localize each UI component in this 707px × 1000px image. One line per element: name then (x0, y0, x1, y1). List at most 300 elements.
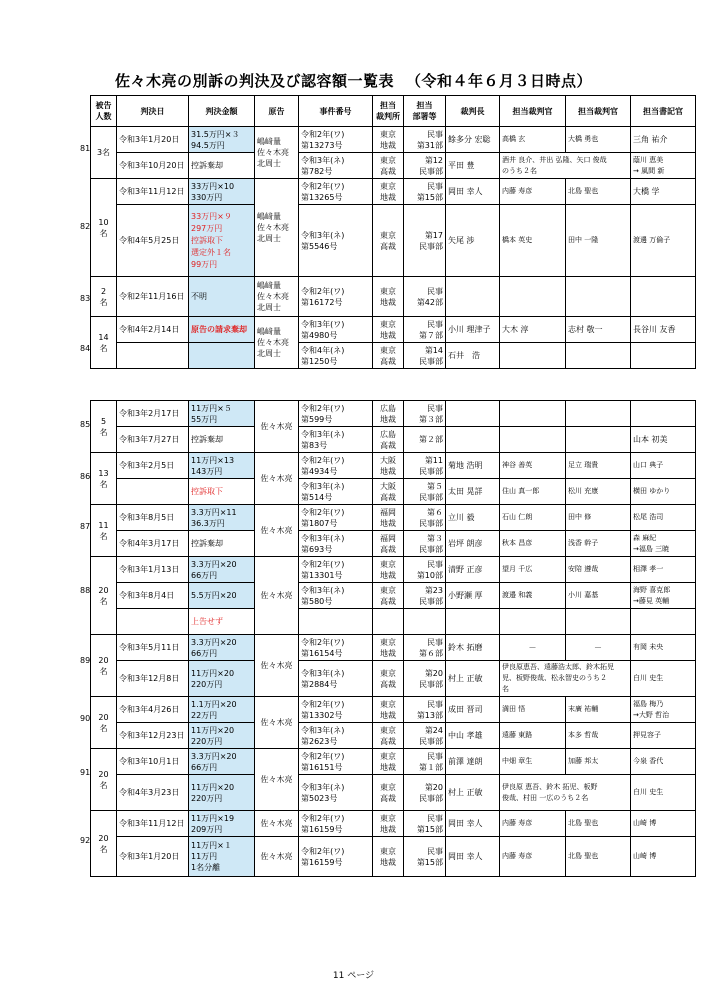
table-cell (255, 277, 299, 317)
cell-text: 東京 (380, 637, 396, 647)
table-cell (404, 609, 446, 635)
table-cell (117, 609, 189, 635)
cell-text: 名 (502, 685, 509, 693)
table-cell (299, 179, 373, 205)
table-cell (299, 343, 373, 369)
judgment-table-1 (90, 95, 696, 369)
cell-text: 第５ (427, 481, 443, 491)
table-cell: 秋本 昌彦 (500, 531, 566, 557)
cell-text: 東京 (380, 846, 396, 856)
table-cell (91, 635, 117, 697)
table-cell: 矢尾 渉 (446, 205, 500, 277)
table-row (91, 749, 696, 775)
cell-text: 嶋﨑量 (257, 212, 281, 221)
cell-text: 第16151号 (301, 762, 343, 772)
table-cell: 佐々木亮 (255, 635, 299, 697)
table-cell (189, 557, 255, 583)
cell-text: →福島 三暁 (633, 544, 670, 553)
cell-text: 令和3年(ワ) (301, 319, 345, 329)
table-cell (91, 505, 117, 557)
table-cell (404, 479, 446, 505)
table-cell (189, 205, 255, 277)
cell-text: 2 (100, 286, 107, 296)
cell-text: 地裁 (380, 710, 396, 720)
table-cell: － (500, 635, 566, 661)
cell-text: 第4934号 (301, 466, 338, 476)
table-cell: 村上 正敏 (446, 661, 500, 697)
cell-text: 海野 喜克郎 (633, 585, 671, 594)
row-number: 85 (80, 420, 91, 429)
cell-text: 地裁 (380, 140, 396, 150)
cell-text: 東京 (380, 129, 396, 139)
cell-text: 嶋﨑量 (257, 137, 281, 146)
cell-text: 66万円 (191, 762, 218, 772)
cell-text: 嶋﨑量 (257, 281, 281, 290)
table-cell (299, 661, 373, 697)
cell-text: 第16154号 (301, 648, 343, 658)
table-cell: 令和3年7月27日 (117, 427, 189, 453)
cell-text: 第599号 (301, 414, 333, 424)
table-cell (299, 775, 373, 811)
table-cell (189, 453, 255, 479)
table-row (91, 557, 696, 583)
table-cell (373, 317, 404, 343)
cell-text: 民事 (427, 699, 443, 709)
cell-text: 第693号 (301, 544, 333, 554)
cell-text: 3.3万円×20 (191, 559, 237, 569)
cell-text: 高裁 (380, 492, 396, 502)
cell-text: 令和3年(ネ) (301, 668, 345, 678)
table-cell: 第２部 (404, 427, 446, 453)
table-cell: 田中 一隆 (566, 205, 631, 277)
table-cell: 浅香 幹子 (566, 531, 631, 557)
table-cell: 押見容子 (631, 723, 696, 749)
cell-text: 北周士 (257, 303, 281, 312)
cell-text: → 風間 新 (633, 166, 665, 175)
table-cell: 三角 祐介 (631, 127, 696, 153)
table-cell (299, 635, 373, 661)
cell-text: 名 (99, 780, 108, 790)
table-cell (500, 427, 566, 453)
cell-text: →藤見 英輔 (633, 596, 670, 605)
cell-text: 森 麻紀 (633, 533, 657, 542)
cell-text: 11万円×５ (191, 403, 232, 413)
cell-text: 第15部 (416, 824, 443, 834)
row-number: 91 (80, 768, 91, 777)
cell-text: 名 (99, 531, 108, 541)
table-cell (373, 343, 404, 369)
table-cell: 令和4年5月25日 (117, 205, 189, 277)
table-cell (189, 179, 255, 205)
table-cell (299, 505, 373, 531)
cell-text: 佐々木亮 (257, 292, 289, 301)
cell-text: 第10部 (416, 570, 443, 580)
cell-text: 伊良原恵吾、遠藤浩太郎、鈴木拓児 (502, 663, 614, 671)
table-cell: 鈴木 拓磨 (446, 635, 500, 661)
table-cell: 加藤 邦太 (566, 749, 631, 775)
table-cell: 令和3年2月17日 (117, 401, 189, 427)
table-cell: 成田 晋司 (446, 697, 500, 723)
cell-text: 民事 (427, 181, 443, 191)
cell-text: 220万円 (191, 793, 223, 803)
row-number: 92 (80, 836, 91, 845)
row-number: 82 (80, 222, 91, 231)
table-cell: 安陪 遵哉 (566, 557, 631, 583)
table-cell: 佐々木亮 (255, 811, 299, 837)
table-cell (91, 277, 117, 317)
table-cell (631, 153, 696, 179)
table-cell: 岡田 幸人 (446, 179, 500, 205)
cell-text: 令和3年(ネ) (301, 230, 345, 240)
table-cell (373, 277, 404, 317)
cell-text: 地裁 (380, 824, 396, 834)
cell-text: 第６ (427, 507, 443, 517)
cell-text: 33万円×10 (191, 181, 235, 191)
table-cell (500, 153, 631, 179)
cell-text: 民事 (427, 286, 443, 296)
table-cell: 内藤 寿彦 (500, 811, 566, 837)
cell-text: 高裁 (380, 596, 396, 606)
table-cell (117, 479, 189, 505)
cell-text: 令和3年(ネ) (301, 155, 345, 165)
cell-text: 地裁 (380, 648, 396, 658)
table-cell (189, 635, 255, 661)
header-case: 事件番号 (299, 96, 373, 127)
table-cell (373, 479, 404, 505)
table-cell: 令和3年11月12日 (117, 811, 189, 837)
cell-text: 高裁 (380, 166, 396, 176)
cell-text: 1.1万円×20 (191, 699, 237, 709)
cell-text: 佐々木亮 (257, 338, 289, 347)
table-row (91, 401, 696, 427)
cell-text: 第11 (424, 455, 443, 465)
table-cell: 立川 毅 (446, 505, 500, 531)
table-cell: 令和3年5月11日 (117, 635, 189, 661)
table-cell: 控訴棄却 (189, 531, 255, 557)
table-cell (404, 531, 446, 557)
table-cell (299, 583, 373, 609)
table-cell: 令和3年8月5日 (117, 505, 189, 531)
table-cell (446, 277, 500, 317)
table-header (91, 96, 696, 127)
table-cell: 住山 真一郎 (500, 479, 566, 505)
table-cell: 控訴取下 (189, 479, 255, 505)
table-cell: 令和3年1月20日 (117, 127, 189, 153)
cell-text: 11万円×13 (191, 455, 235, 465)
table-cell (255, 317, 299, 369)
table-row (91, 635, 696, 661)
table-cell (299, 557, 373, 583)
cell-text: 高裁 (380, 679, 396, 689)
table-cell: 不明 (189, 277, 255, 317)
cell-text: 民事 (427, 129, 443, 139)
table-cell: 前澤 達朗 (446, 749, 500, 775)
cell-text: 66万円 (191, 648, 218, 658)
cell-text: 第13302号 (301, 710, 343, 720)
table-cell (404, 127, 446, 153)
table-row (91, 343, 696, 369)
table-cell: 太田 晃詳 (446, 479, 500, 505)
cell-text: 220万円 (191, 736, 223, 746)
table-cell (500, 343, 566, 369)
table-cell: 北島 聖也 (566, 837, 631, 877)
cell-text: 令和2年(ワ) (301, 507, 345, 517)
cell-text: 民事部 (419, 596, 443, 606)
cell-text: 佐々木亮 (257, 148, 289, 157)
title-main: 佐々木亮の別訴の判決及び認容額一覧表 (114, 72, 394, 90)
table-cell (299, 401, 373, 427)
table-cell: 佐々木亮 (255, 697, 299, 749)
cell-text: 令和3年(ネ) (301, 533, 345, 543)
cell-text: 高裁 (380, 440, 396, 450)
table-cell: 北島 聖也 (566, 811, 631, 837)
cell-text: 北周士 (257, 234, 281, 243)
table-cell: 岡田 幸人 (446, 837, 500, 877)
cell-text: 蔭川 恵美 (633, 155, 664, 164)
cell-text: 名 (99, 427, 108, 437)
table-cell: 内藤 寿彦 (500, 837, 566, 877)
header-chief-judge: 裁判長 (446, 96, 500, 127)
cell-text: 地裁 (380, 518, 396, 528)
cell-text: 20 (98, 833, 109, 843)
table-cell: 5.5万円×20 (189, 583, 255, 609)
table-cell (373, 401, 404, 427)
table-cell (189, 749, 255, 775)
cell-text: 11万円 (191, 852, 218, 861)
cell-text: 名 (99, 343, 108, 353)
cell-text: 14 (98, 332, 109, 342)
table-cell (404, 343, 446, 369)
cell-text: 令和2年(ワ) (301, 181, 345, 191)
table-cell (404, 453, 446, 479)
cell-text: 地裁 (380, 762, 396, 772)
table-cell (373, 697, 404, 723)
cell-text: 209万円 (191, 824, 223, 834)
cell-text: 民事 (427, 559, 443, 569)
table-cell (404, 811, 446, 837)
cell-text: 11 (98, 520, 109, 530)
table-cell (566, 427, 631, 453)
cell-text: 令和4年(ネ) (301, 345, 345, 355)
cell-text: 大阪 (380, 455, 396, 465)
cell-text: 地裁 (380, 414, 396, 424)
row-number: 89 (80, 656, 91, 665)
cell-text: 東京 (380, 699, 396, 709)
page-title (0, 70, 707, 91)
table-cell (373, 775, 404, 811)
table-cell (299, 479, 373, 505)
cell-text: 第７部 (419, 330, 443, 340)
cell-text: 伊良原 恵吾、鈴木 拓児、板野 (502, 782, 598, 791)
cell-text: 330万円 (191, 192, 223, 202)
cell-text: 酒井 良介、井出 弘隆、矢口 俊哉 (502, 155, 607, 164)
cell-text: 31.5万円×３ (191, 129, 240, 139)
table-cell: 平田 豊 (446, 153, 500, 179)
table-cell (404, 505, 446, 531)
table-cell (373, 749, 404, 775)
header-judge: 担当裁判官 (500, 96, 566, 127)
table-cell: 白川 史生 (631, 661, 696, 697)
table-cell (500, 775, 631, 811)
cell-text: 俊哉、村田 一広のうち２名 (502, 793, 589, 802)
cell-text: 民事 (427, 403, 443, 413)
row-number: 86 (80, 472, 91, 481)
table-cell: 松川 充康 (566, 479, 631, 505)
table-cell (373, 609, 404, 635)
table-cell: 令和3年2月5日 (117, 453, 189, 479)
cell-text: 第2884号 (301, 679, 338, 689)
table-cell: 岩坪 朗彦 (446, 531, 500, 557)
table-cell: 北島 聖也 (566, 179, 631, 205)
cell-text: 第13273号 (301, 140, 343, 150)
page-number: 11 ページ (332, 971, 375, 981)
cell-text: 第20 (424, 782, 443, 792)
row-number: 83 (80, 294, 91, 303)
header-dept: 担当 部署等 (404, 96, 446, 127)
cell-text: 3.3万円×11 (191, 507, 237, 517)
table-cell: 望月 千広 (500, 557, 566, 583)
title-date: （令和４年６月３日時点） (406, 72, 593, 90)
table-cell (91, 401, 117, 453)
cell-text: 20 (98, 769, 109, 779)
table-cell (631, 609, 696, 635)
cell-text: 第83号 (301, 440, 328, 450)
table-cell (299, 205, 373, 277)
cell-text: 令和3年(ネ) (301, 481, 345, 491)
cell-text: 福岡 (380, 507, 396, 517)
table-cell (373, 723, 404, 749)
table-cell: 小川 理津子 (446, 317, 500, 343)
table-cell (404, 723, 446, 749)
cell-text: 令和3年(ネ) (301, 585, 345, 595)
header-date: 判決日 (117, 96, 189, 127)
cell-text: 第580号 (301, 596, 333, 606)
cell-text: 3.3万円×20 (191, 751, 237, 761)
cell-text: 東京 (380, 751, 396, 761)
cell-text: 民事 (427, 846, 443, 856)
cell-text: 民事 (427, 319, 443, 329)
table-cell (373, 811, 404, 837)
cell-text: 高裁 (380, 356, 396, 366)
row-number: 88 (80, 586, 91, 595)
cell-text: 11万円×19 (191, 813, 235, 823)
cell-text: 名 (99, 844, 108, 854)
table-cell: 令和3年12月8日 (117, 661, 189, 697)
cell-text: 3.3万円×20 (191, 637, 237, 647)
cell-text: 11万円×20 (191, 725, 235, 735)
cell-text: 第３部 (419, 414, 443, 424)
judgment-table-2 (90, 400, 696, 877)
table-cell (373, 153, 404, 179)
cell-text: 名 (99, 228, 108, 238)
cell-text: 民事部 (419, 466, 443, 476)
table-cell: 佐々木亮 (255, 401, 299, 453)
cell-text: 第６部 (419, 648, 443, 658)
table-cell (299, 811, 373, 837)
cell-text: 33万円×９ (191, 211, 232, 221)
table-cell (189, 837, 255, 877)
cell-text: 第15部 (416, 192, 443, 202)
cell-text: 民事部 (419, 356, 443, 366)
cell-text: 220万円 (191, 679, 223, 689)
table-cell (189, 661, 255, 697)
cell-text: 36.3万円 (191, 518, 225, 528)
table-cell: 白川 史生 (631, 775, 696, 811)
table-cell (255, 127, 299, 179)
table-cell: 大橋 学 (631, 179, 696, 205)
cell-text: 地裁 (380, 857, 396, 867)
header-amount: 判決金額 (189, 96, 255, 127)
cell-text: 福岡 (380, 533, 396, 543)
table-cell (189, 775, 255, 811)
table-cell (404, 583, 446, 609)
cell-text: 11万円×１ (191, 841, 232, 850)
table-cell: 小野瀬 厚 (446, 583, 500, 609)
table-row (91, 153, 696, 179)
table-cell: 村上 正敏 (446, 775, 500, 811)
table-cell (404, 557, 446, 583)
table-cell: 橋本 英史 (500, 205, 566, 277)
table-cell: 令和3年8月4日 (117, 583, 189, 609)
table-cell: 渡邉 和義 (500, 583, 566, 609)
table-cell: 満田 悟 (500, 697, 566, 723)
table-cell: 佐々木亮 (255, 749, 299, 811)
cell-text: 第42部 (416, 297, 443, 307)
cell-text: 令和3年(ネ) (301, 782, 345, 792)
table-cell (631, 401, 696, 427)
table-cell: 志村 敬一 (566, 317, 631, 343)
table-cell (566, 401, 631, 427)
table-cell: 石井 浩 (446, 343, 500, 369)
table-cell (373, 583, 404, 609)
cell-text: 民事部 (419, 241, 443, 251)
cell-text: 第782号 (301, 166, 333, 176)
table-cell (373, 127, 404, 153)
table-row (91, 697, 696, 723)
cell-text: 第16159号 (301, 824, 343, 834)
table-cell: 山崎 博 (631, 837, 696, 877)
table-cell: 横田 ゆかり (631, 479, 696, 505)
row-number: 87 (80, 522, 91, 531)
table-cell: 山口 典子 (631, 453, 696, 479)
table-cell (91, 317, 117, 369)
cell-text: 嶋﨑量 (257, 327, 281, 336)
cell-text: 民事部 (419, 544, 443, 554)
cell-text: 第5023号 (301, 793, 338, 803)
cell-text: 名 (99, 723, 108, 733)
cell-text: 東京 (380, 345, 396, 355)
cell-text: 地裁 (380, 570, 396, 580)
table-cell (500, 277, 566, 317)
table-cell (373, 179, 404, 205)
table-cell: 令和3年11月12日 (117, 179, 189, 205)
cell-text: 民事 (427, 637, 443, 647)
cell-text: 民事 (427, 751, 443, 761)
table-cell (299, 837, 373, 877)
cell-text: 福島 梅乃 (633, 699, 664, 708)
table-cell (373, 453, 404, 479)
table-cell: 長谷川 友香 (631, 317, 696, 343)
cell-text: 13 (98, 468, 109, 478)
cell-text: 第24 (424, 725, 443, 735)
cell-text: 20 (98, 712, 109, 722)
cell-text: 297万円 (191, 223, 223, 233)
cell-text: 民事 (427, 813, 443, 823)
table-cell: 大橋 勇也 (566, 127, 631, 153)
table-cell: 山本 初美 (631, 427, 696, 453)
cell-text: →大野 哲治 (633, 710, 670, 719)
cell-text: 広島 (380, 429, 396, 439)
